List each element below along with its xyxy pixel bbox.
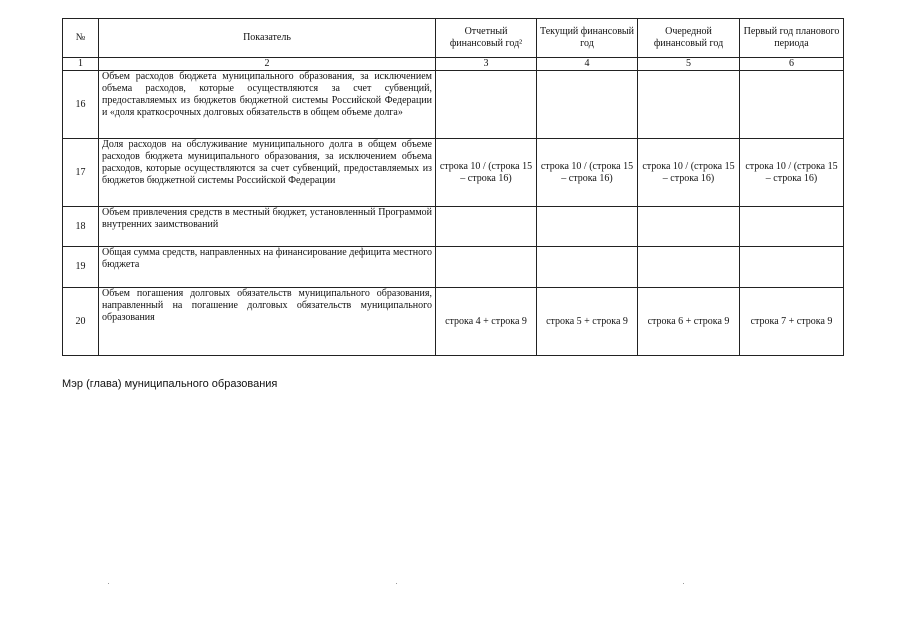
row-value: строка 10 / (строка 15 – строка 16) — [740, 139, 844, 207]
header-indicator: Показатель — [99, 19, 436, 58]
row-value: строка 10 / (строка 15 – строка 16) — [537, 139, 638, 207]
scan-speck — [396, 583, 397, 584]
column-number: 2 — [99, 58, 436, 71]
header-first-planning-year: Первый год планового периода — [740, 19, 844, 58]
row-value — [537, 207, 638, 247]
row-value — [638, 207, 740, 247]
row-number: 18 — [63, 207, 99, 247]
row-indicator: Объем привлечения средств в местный бюджет, установленный Программой внутренних заимствований — [99, 207, 436, 247]
header-number: № — [63, 19, 99, 58]
row-value — [638, 71, 740, 139]
row-number: 20 — [63, 288, 99, 356]
row-indicator: Общая сумма средств, направленных на финансирование дефицита местного бюджета — [99, 247, 436, 288]
scan-speck — [683, 583, 684, 584]
row-number: 17 — [63, 139, 99, 207]
row-value — [537, 247, 638, 288]
row-indicator: Объем погашения долговых обязательств муниципального образования, направленный на погашение долговых обязательств муниципального образования — [99, 288, 436, 356]
table-row — [63, 288, 844, 356]
column-number: 6 — [740, 58, 844, 71]
row-value — [740, 207, 844, 247]
row-value: строка 6 + строка 9 — [638, 288, 740, 356]
row-value — [740, 71, 844, 139]
row-value — [537, 71, 638, 139]
column-number-row — [63, 58, 844, 71]
row-number: 16 — [63, 71, 99, 139]
scan-speck — [108, 583, 109, 584]
row-value — [638, 247, 740, 288]
table-row — [63, 139, 844, 207]
row-value — [436, 71, 537, 139]
signature-line: Мэр (глава) муниципального образования — [62, 378, 278, 390]
row-value: строка 10 / (строка 15 – строка 16) — [638, 139, 740, 207]
table-row — [63, 207, 844, 247]
column-number: 5 — [638, 58, 740, 71]
budget-indicators-table — [62, 18, 844, 356]
column-number: 4 — [537, 58, 638, 71]
row-indicator: Объем расходов бюджета муниципального образования, за исключением объема расходов, которые осуществляются за счет субвенций, предоставляемых из бюджетов бюджетной системы Российской Федерации и «доля краткосрочных долговых обязательств в общем объеме долга» — [99, 71, 436, 139]
row-value — [740, 247, 844, 288]
row-value: строка 4 + строка 9 — [436, 288, 537, 356]
row-value: строка 5 + строка 9 — [537, 288, 638, 356]
table-row — [63, 247, 844, 288]
row-value: строка 10 / (строка 15 – строка 16) — [436, 139, 537, 207]
row-indicator: Доля расходов на обслуживание муниципального долга в общем объеме расходов бюджета муниципального образования, за исключением объема расходов, которые осуществляются за счет субвенций, предоставляемых из бюджетов бюджетной системы Российской Федерации — [99, 139, 436, 207]
table-header-row — [63, 19, 844, 58]
row-value — [436, 247, 537, 288]
header-next-year: Очередной финансовый год — [638, 19, 740, 58]
row-value: строка 7 + строка 9 — [740, 288, 844, 356]
header-reporting-year: Отчетный финансовый год² — [436, 19, 537, 58]
row-value — [436, 207, 537, 247]
table-row — [63, 71, 844, 139]
row-number: 19 — [63, 247, 99, 288]
column-number: 1 — [63, 58, 99, 71]
column-number: 3 — [436, 58, 537, 71]
header-current-year: Текущий финансовый год — [537, 19, 638, 58]
